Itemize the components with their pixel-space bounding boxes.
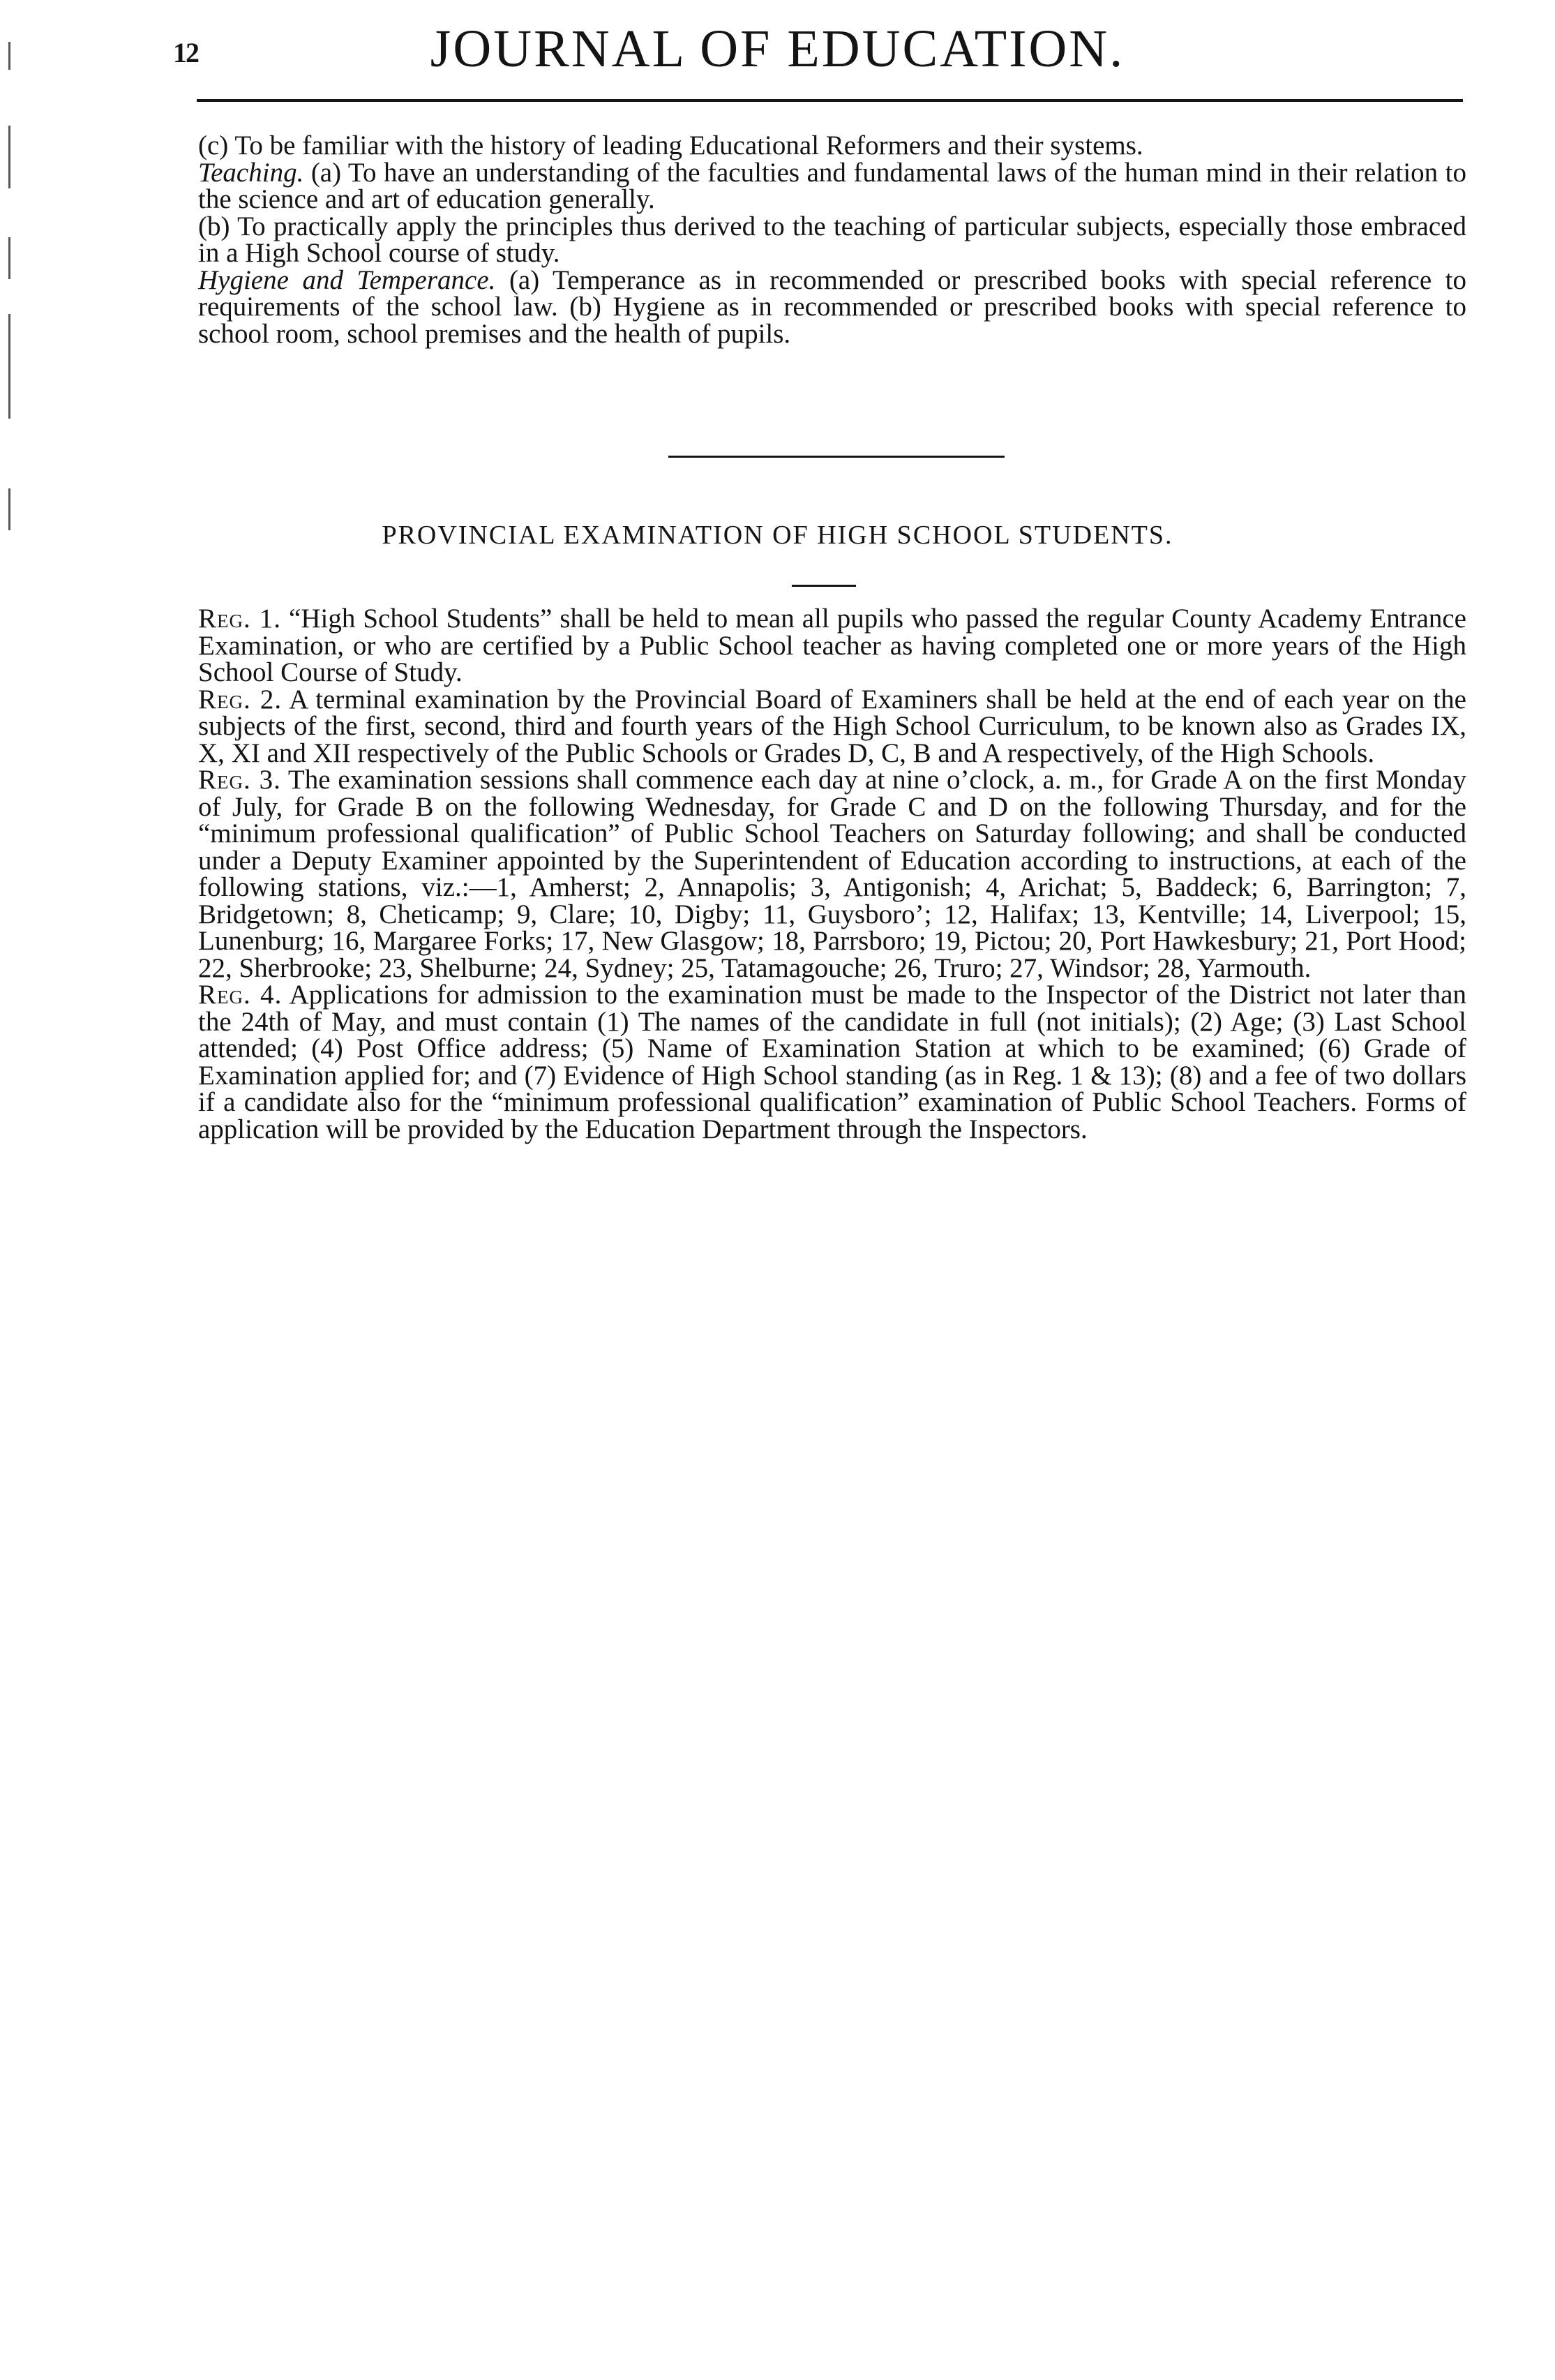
syllabus-block	[198, 130, 1466, 349]
regulation-text: “High School Students” shall be held to mean all pupils who passed the regular County Academy Entrance Examination, or who are certified by a Public School teacher as having completed one or more years of the High School Course of Study.	[198, 604, 1466, 687]
section-title: PROVINCIAL EXAMINATION OF HIGH SCHOOL STUDENTS.	[382, 521, 1173, 550]
regulation-number: Reg. 2.	[198, 684, 283, 714]
header-rule	[197, 99, 1463, 102]
run-in-heading: Hygiene and Temperance.	[198, 264, 496, 295]
regulation-paragraph	[198, 606, 1466, 687]
regulation-text: Applications for admission to the examination must be made to the Inspector of the District not later than the 24th of May, and must contain (1) The names of the candidate in full (not initials); (2) Age; (3) Last School attended; (4) Post Office address; (5) Name of Examination Station at which to be examined; (6) Grade of Examination applied for; and (7) Evidence of High School standing (as in Reg. 1 & 13); (8) and a fee of two dollars if a candidate also for the “minimum professional qualification” examination of Public School Teachers. Forms of application will be provided by the Education Department through the Inspectors.	[198, 980, 1466, 1144]
regulation-paragraph	[198, 684, 1466, 768]
regulation-text: The examination sessions shall commence each day at nine o’clock, a. m., for Grade A on the first Monday of July, for Grade B on the following Wednesday, for Grade C and D on the following Thursday, and for the “minimum professional qualification” of Public School Teachers on Saturday following; and shall be conducted under a Deputy Examiner appointed by the Superintendent of Education according to instructions, at each of the following stations, viz.:—1, Amherst; 2, Annapolis; 3, Antigonish; 4, Arichat; 5, Baddeck; 6, Barrington; 7, Bridgetown; 8, Cheticamp; 9, Clare; 10, Digby; 11, Guysboro’; 12, Halifax; 13, Kentville; 14, Liverpool; 15, Lunenburg; 16, Margaree Forks; 17, New Glasgow; 18, Parrsboro; 19, Pictou; 20, Port Hawkesbury; 21, Port Hood; 22, Sherbrooke; 23, Shelburne; 24, Sydney; 25, Tatamagouche; 26, Truro; 27, Windsor; 28, Yarmouth.	[198, 765, 1466, 983]
paragraph-text: (a) Temperance as in recommended or prescribed books with special reference to requirements of the school law. (b) Hygiene as in recommended or prescribed books with special reference to school room, school premises and the health of pupils.	[198, 264, 1466, 349]
regulation-paragraph	[198, 982, 1466, 1143]
regulation-number: Reg. 3.	[198, 765, 281, 795]
run-in-heading: Teaching.	[198, 157, 304, 188]
regulation-number: Reg. 4.	[198, 980, 283, 1010]
syllabus-paragraph	[198, 130, 1466, 160]
paragraph-text: (a) To have an understanding of the faculties and fundamental laws of the human mind in their relation to the science and art of education generally.	[198, 157, 1466, 214]
regulation-paragraph	[198, 767, 1466, 982]
regulation-number: Reg. 1.	[198, 604, 282, 634]
running-title: JOURNAL OF EDUCATION.	[430, 20, 1125, 78]
section-title-underline	[792, 585, 856, 587]
paragraph-text: (c) To be familiar with the history of leading Educational Reformers and their systems.	[198, 130, 1143, 160]
section-divider-rule	[668, 456, 1005, 458]
syllabus-paragraph	[198, 211, 1466, 268]
syllabus-paragraph	[198, 157, 1466, 214]
regulations-block	[198, 606, 1466, 1143]
syllabus-paragraph	[198, 264, 1466, 349]
paragraph-text: (b) To practically apply the principles thus derived to the teaching of particular subjects, especially those embraced in a High School course of study.	[198, 211, 1466, 268]
page-number: 12	[173, 37, 198, 68]
margin-scan-marks	[8, 42, 29, 530]
regulation-text: A terminal examination by the Provincial Board of Examiners shall be held at the end of each year on the subjects of the first, second, third and fourth years of the High School Curriculum, to be known also as Grades IX, X, XI and XII respectively of the Public Schools or Grades D, C, B and A respectively, of the High Schools.	[198, 684, 1466, 768]
